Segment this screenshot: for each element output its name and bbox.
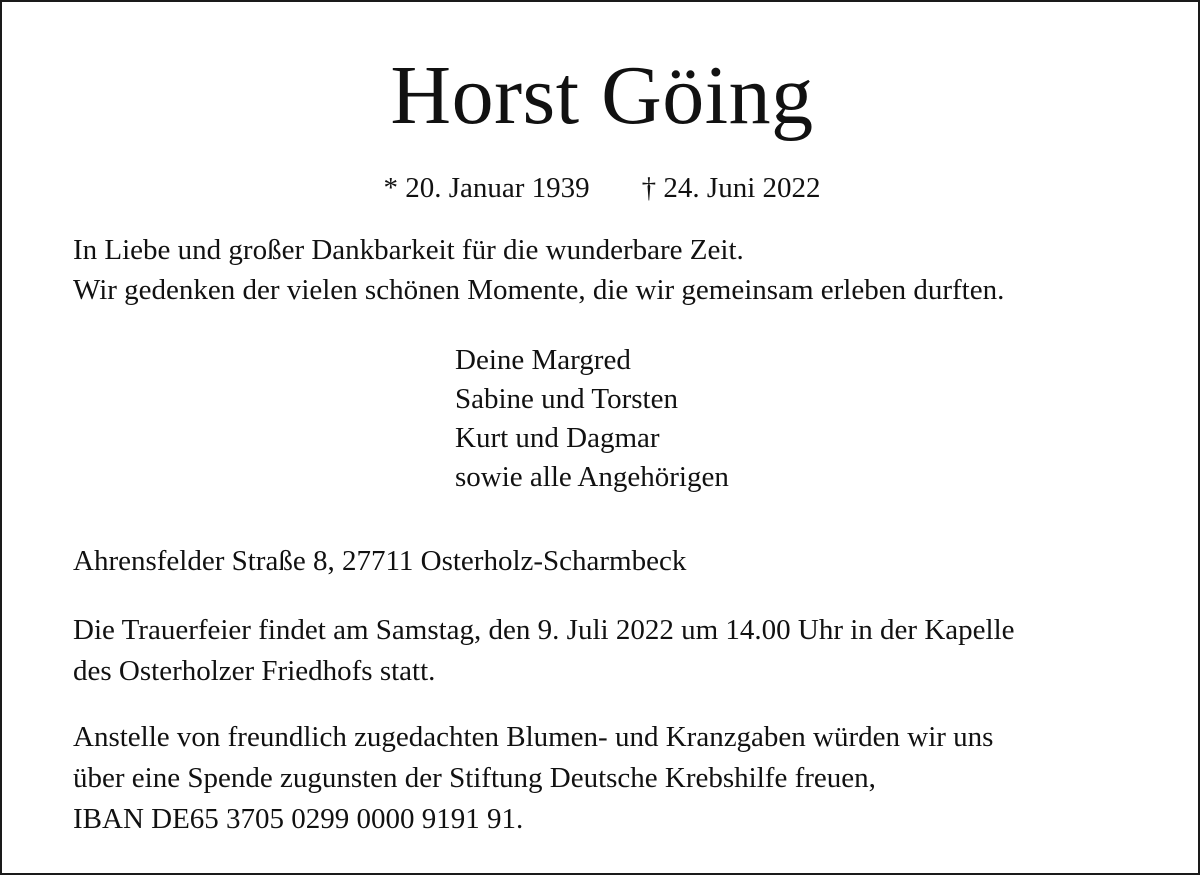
family-line: Kurt und Dagmar: [455, 422, 660, 454]
donation-line: IBAN DE65 3705 0299 0000 9191 91.: [73, 803, 524, 835]
donation-request-text: [73, 717, 993, 840]
ceremony-line: des Osterholzer Friedhofs statt.: [73, 655, 436, 687]
deceased-name: Horst Göing: [390, 49, 814, 142]
family-line: Deine Margred: [455, 344, 631, 376]
family-line: sowie alle Angehörigen: [455, 461, 729, 493]
ceremony-line: Die Trauerfeier findet am Samstag, den 9. Juli 2022 um 14.00 Uhr in der Kapelle: [73, 614, 1015, 646]
donation-line: über eine Spende zugunsten der Stiftung Deutsche Krebshilfe freuen,: [73, 762, 876, 794]
family-line: Sabine und Torsten: [455, 383, 678, 415]
funeral-ceremony-text: [73, 610, 1015, 692]
intro-line: Wir gedenken der vielen schönen Momente, die wir gemeinsam erleben durften.: [73, 274, 1005, 306]
donation-line: Anstelle von freundlich zugedachten Blumen- und Kranzgaben würden wir uns: [73, 721, 994, 753]
family-address: Ahrensfelder Straße 8, 27711 Osterholz-Scharmbeck: [73, 545, 687, 577]
family-signature: [455, 341, 729, 497]
life-dates: [2, 168, 1200, 208]
intro-line: In Liebe und großer Dankbarkeit für die wunderbare Zeit.: [73, 234, 744, 266]
death-date: † 24. Juni 2022: [641, 172, 821, 204]
intro-text: [73, 230, 1004, 310]
birth-date: * 20. Januar 1939: [383, 172, 590, 204]
